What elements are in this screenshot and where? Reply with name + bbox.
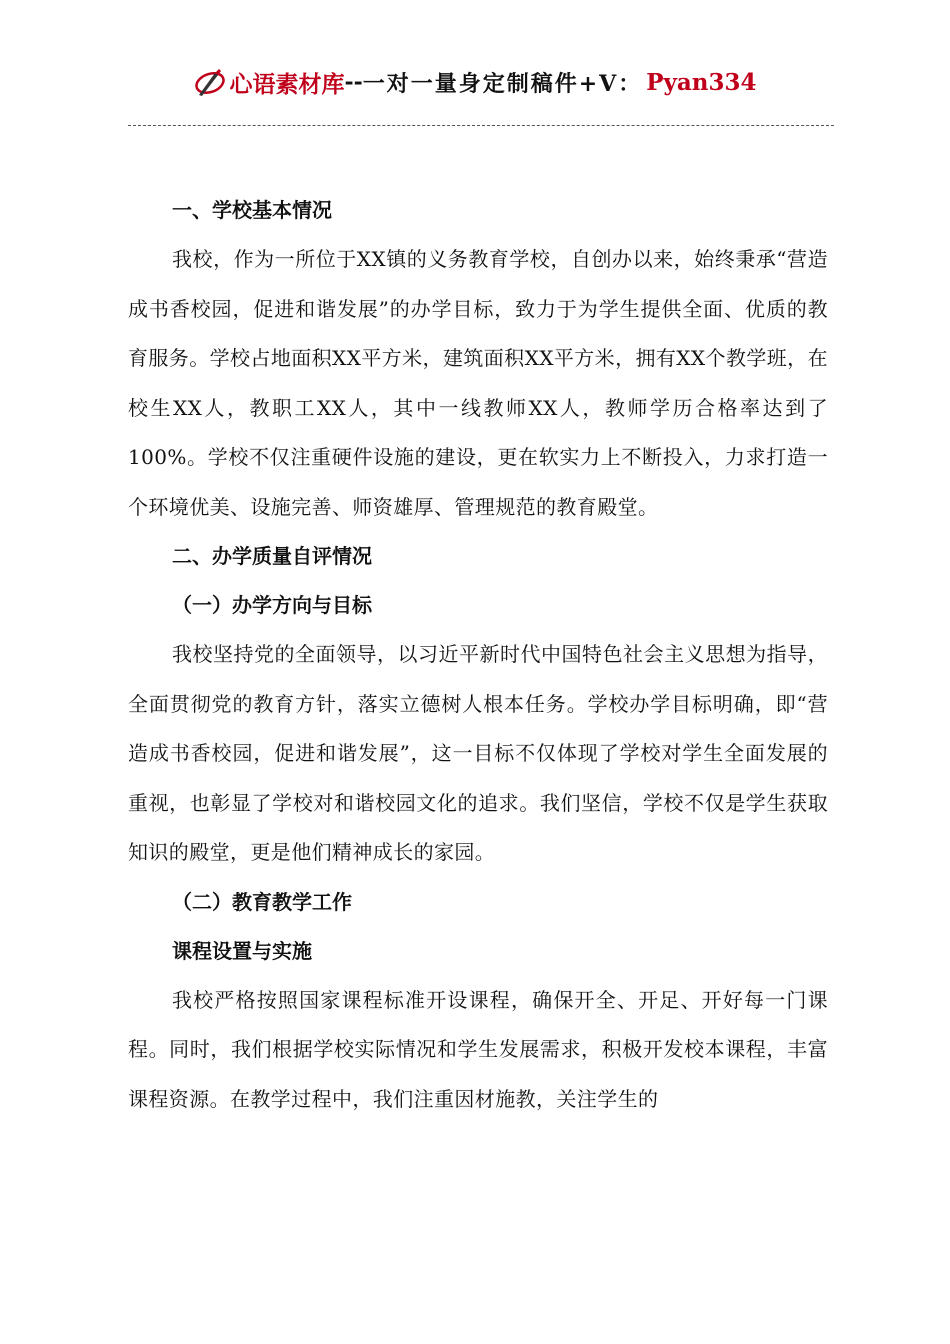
page-header (0, 62, 950, 102)
pen-swirl-logo-icon (193, 65, 227, 99)
document-body (128, 186, 828, 1124)
section-2-1-paragraph: 我校坚持党的全面领导，以习近平新时代中国特色社会主义思想为指导，全面贯彻党的教育方针，落实立德树人根本任务。学校办学目标明确，即“营造成书香校园，促进和谐发展”，这一目标不仅体现了学校对学生全面发展的重视，也彰显了学校对和谐校园文化的追求。我们坚信，学校不仅是学生获取知识的殿堂，更是他们精神成长的家园。 (128, 642, 828, 864)
section-2-2-heading: （二）教育教学工作 (172, 889, 352, 914)
section-2-2-paragraph: 我校严格按照国家课程标准开设课程，确保开全、开足、开好每一门课程。同时，我们根据学校实际情况和学生发展需求，积极开发校本课程，丰富课程资源。在教学过程中，我们注重因材施教，关注学生的 (128, 987, 828, 1111)
section-2-1-heading: （一）办学方向与目标 (172, 593, 372, 617)
section-2-2-subheading: 课程设置与实施 (172, 938, 312, 963)
brand-separator: -- (344, 69, 363, 95)
section-1-paragraph: 我校，作为一所位于XX镇的义务教育学校，自创办以来，始终秉承“营造成书香校园，促进和谐发展”的办学目标，致力于为学生提供全面、优质的教育服务。学校占地面积XX平方米，建筑面积XX平方米，拥有XX个教学班，在校生XX人，教职工XX人，其中一线教师XX人，教师学历合格率达到了100%。学校不仅注重硬件设施的建设，更在软实力上不断投入，力求打造一个环境优美、设施完善、师资雄厚、管理规范的教育殿堂。 (128, 247, 828, 519)
header-tagline: 一对一量身定制稿件+V： (362, 70, 643, 97)
section-1-heading: 一、学校基本情况 (172, 198, 332, 222)
contact-id: Pyan334 (646, 68, 757, 96)
header-divider (128, 125, 834, 126)
brand-name: 心语素材库 (229, 70, 345, 98)
section-2-heading: 二、办学质量自评情况 (172, 544, 372, 568)
